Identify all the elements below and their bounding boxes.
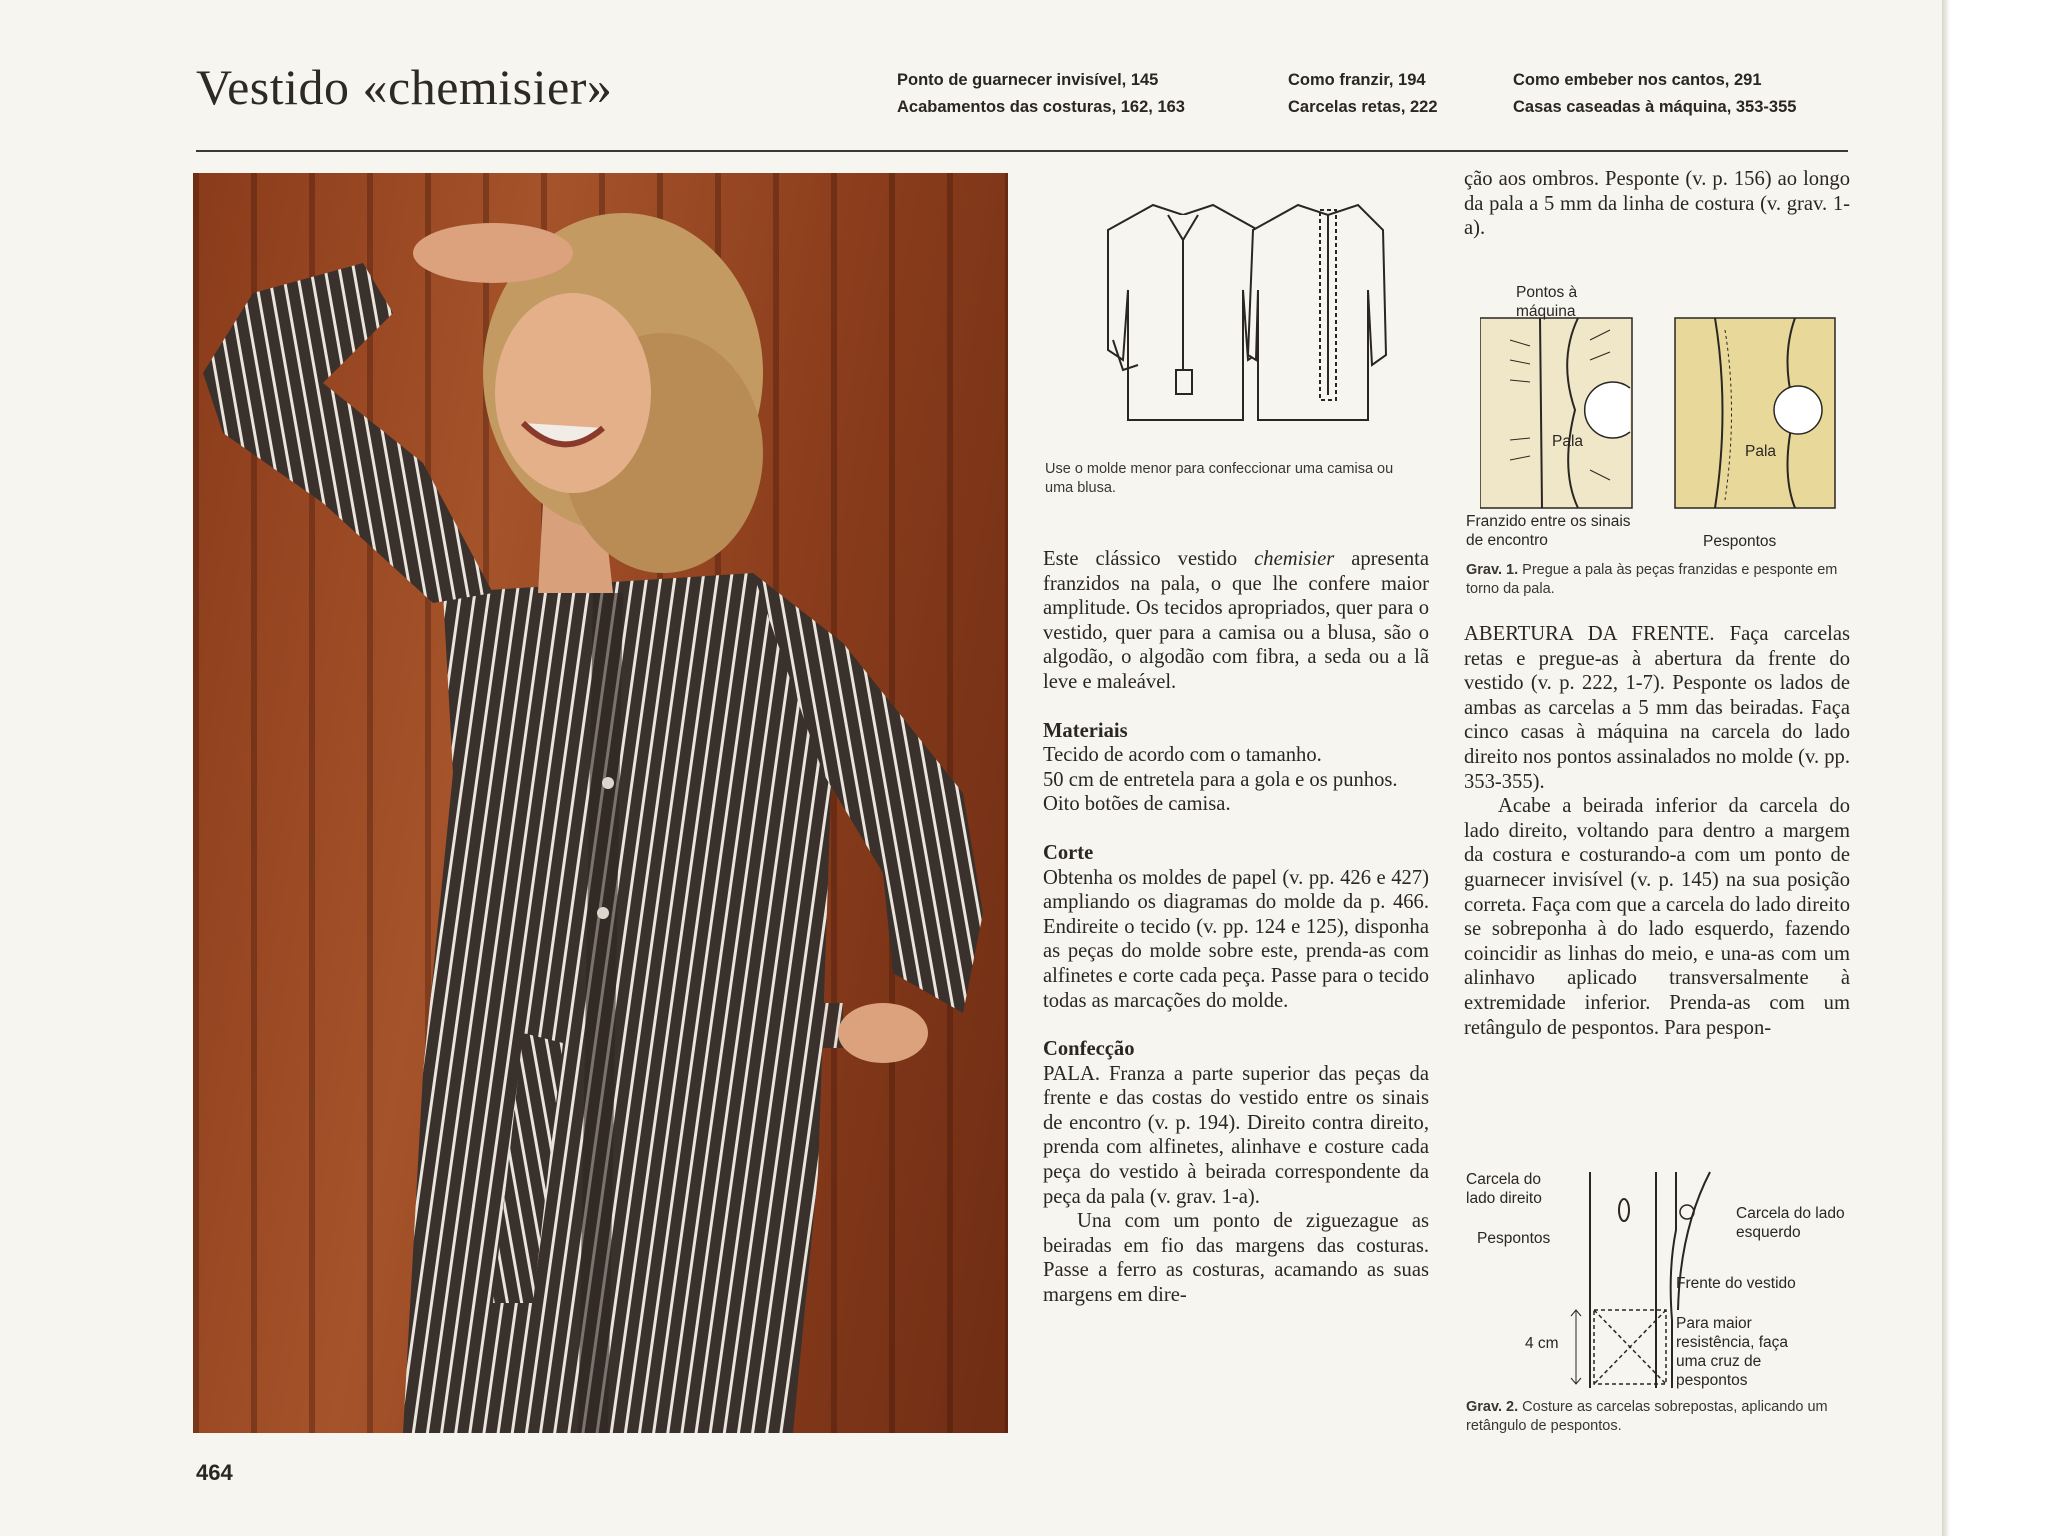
page-number: 464 xyxy=(196,1460,233,1485)
page-title: Vestido «chemisier» xyxy=(196,59,613,115)
cross-reference-group xyxy=(1513,67,1796,121)
cross-reference: Como embeber nos cantos, 291 xyxy=(1513,71,1762,89)
intro-text: apresenta franzidos na pala, o que lhe confere maior amplitude. Os tecidos apropriados, quer para o vestido, quer para a camisa ou a blusa, são o algodão, o algodão com fibra, a seda ou a lã leve e maleável. xyxy=(1043,548,1429,693)
intro-text: Este clássico vestido xyxy=(1043,548,1255,570)
text-column-2-body xyxy=(1464,622,1850,1040)
label-franzido: Franzido entre os sinais de encontro xyxy=(1466,513,1631,549)
caption-label: Grav. 2. xyxy=(1466,1399,1519,1415)
section-heading: Corte xyxy=(1043,841,1094,864)
label-pespontos-grav2: Pespontos xyxy=(1477,1230,1551,1247)
label-pespontos: Pespontos xyxy=(1703,533,1777,550)
label-pala-right: Pala xyxy=(1745,443,1777,460)
label-carcela-direito: Carcela do lado direito xyxy=(1466,1171,1542,1207)
section-heading: Materiais xyxy=(1043,719,1128,742)
label-4cm: 4 cm xyxy=(1525,1335,1559,1352)
grav1-diagram xyxy=(1480,300,1840,520)
text-column-2-top: ção aos ombros. Pesponte (v. p. 156) ao longo da pala a 5 mm da linha de costura (v. grav. 1-a). xyxy=(1464,168,1850,240)
caption-text: Costure as carcelas sobrepostas, aplicando um retângulo de pespontos. xyxy=(1466,1399,1828,1434)
label-frente-vestido: Frente do vestido xyxy=(1676,1275,1796,1292)
label-carcela-esquerdo: Carcela do lado esquerdo xyxy=(1736,1205,1845,1241)
cross-reference: Carcelas retas, 222 xyxy=(1288,98,1438,116)
shirt-drawings xyxy=(1088,170,1388,460)
cross-reference: Como franzir, 194 xyxy=(1288,71,1426,89)
grav2-caption xyxy=(1466,1398,1862,1436)
grav1-caption xyxy=(1466,561,1856,599)
section-heading: Confecção xyxy=(1043,1038,1135,1061)
caption-text: Pregue a pala às peças franzidas e pesponte em torno da pala. xyxy=(1466,562,1838,597)
cross-reference: Casas caseadas à máquina, 353-355 xyxy=(1513,98,1797,116)
materials-item: Tecido de acordo com o tamanho. xyxy=(1043,744,1322,767)
una-paragraph: Una com um ponto de ziguezague as beiradas em fio das margens das costuras. Passe a ferro as costuras, acamando as suas margens em dire- xyxy=(1043,1210,1429,1307)
text-column-1 xyxy=(1043,547,1429,1308)
label-pontos-maquina: Pontos à máquina xyxy=(1516,284,1578,320)
cross-reference: Ponto de guarnecer invisível, 145 xyxy=(897,71,1159,89)
corte-paragraph: Obtenha os moldes de papel (v. pp. 426 e 427) ampliando os diagramas do molde da p. 466. Endireite o tecido (v. pp. 124 e 125), disponha as peças do molde sobre este, prenda-as com alfinetes e corte cada peça. Passe para o tecido todas as marcações do molde. xyxy=(1043,866,1429,1012)
pala-paragraph: PALA. Franza a parte superior das peças da frente e das costas do vestido entre os sinais de encontro (v. p. 194). Direito contra direito, prenda com alfinetes, alinhave e costure cada peça do vestido à beirada correspondente da peça da pala (v. grav. 1-a). xyxy=(1043,1062,1429,1208)
label-cruz-pespontos: Para maior resistência, faça uma cruz de pespontos xyxy=(1676,1315,1788,1389)
header-rule xyxy=(196,150,1848,152)
page-edge xyxy=(1942,0,1950,1536)
acabe-paragraph: Acabe a beirada inferior da carcela do lado direito, voltando para dentro a margem da costura e costurando-a com um ponto de guarnecer invisível (v. p. 145) na sua posição correta. Faça com que a carcela do lado direito se sobreponha à do lado esquerdo, fazendo coincidir as linhas do meio, e una-as com um alinhavo aplicado transversalmente à extremidade inferior. Prenda-as com um retângulo de pespontos. Para pespon- xyxy=(1464,795,1850,1039)
materials-item: Oito botões de camisa. xyxy=(1043,793,1231,816)
intro-emphasis: chemisier xyxy=(1254,548,1335,570)
abertura-paragraph: ABERTURA DA FRENTE. Faça carcelas retas e pregue-as à abertura da frente do vestido (v. p. 222, 1-7). Pesponte os lados de ambas as carcelas a 5 mm das beiradas. Faça cinco casas à máquina na carcela do lado direito nos pontos assinalados no molde (v. pp. 353-355). xyxy=(1464,623,1850,793)
intro-paragraph xyxy=(1043,547,1429,695)
cross-reference-group xyxy=(897,67,1185,121)
model-photo xyxy=(193,173,1008,1433)
materials-item: 50 cm de entretela para a gola e os punhos. xyxy=(1043,768,1398,791)
caption-label: Grav. 1. xyxy=(1466,562,1519,578)
label-pala-left: Pala xyxy=(1552,433,1584,450)
cross-reference-group xyxy=(1288,67,1438,121)
figure-caption: Use o molde menor para confeccionar uma camisa ou uma blusa. xyxy=(1045,461,1394,496)
model-illustration xyxy=(193,173,1008,1433)
cross-reference: Acabamentos das costuras, 162, 163 xyxy=(897,98,1185,116)
